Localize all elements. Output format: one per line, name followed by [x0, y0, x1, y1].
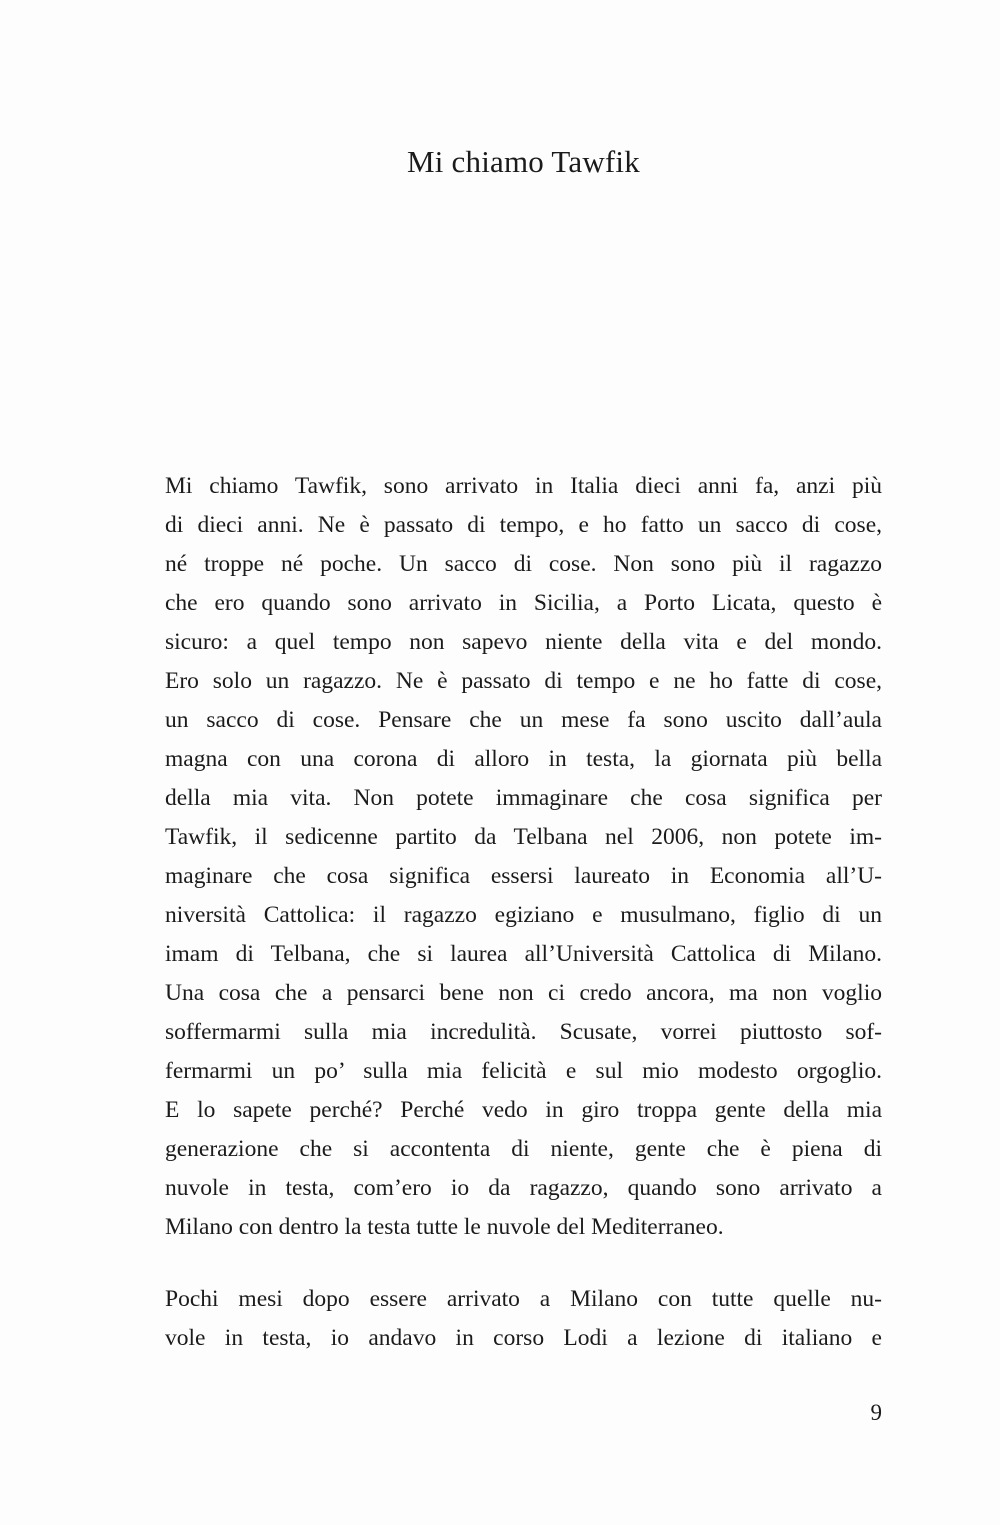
text-line: un sacco di cose. Pensare che un mese fa sono uscito dall’aula	[165, 707, 882, 733]
text-line: Milano con dentro la testa tutte le nuvole del Mediterraneo.	[165, 1214, 724, 1240]
paragraph	[165, 1280, 882, 1358]
text-line: Pochi mesi dopo essere arrivato a Milano con tutte quelle nu-	[165, 1286, 882, 1312]
text-line: magna con una corona di alloro in testa, la giornata più bella	[165, 746, 882, 772]
text-line: soffermarmi sulla mia incredulità. Scusate, vorrei piuttosto sof-	[165, 1019, 882, 1045]
text-line: E lo sapete perché? Perché vedo in giro troppa gente della mia	[165, 1097, 882, 1123]
text-line: di dieci anni. Ne è passato di tempo, e ho fatto un sacco di cose,	[165, 512, 882, 538]
text-line: della mia vita. Non potete immaginare che cosa significa per	[165, 785, 882, 811]
chapter-title: Mi chiamo Tawfik	[407, 144, 640, 179]
text-line: che ero quando sono arrivato in Sicilia, a Porto Licata, questo è	[165, 590, 882, 616]
text-line: generazione che si accontenta di niente, gente che è piena di	[165, 1136, 882, 1162]
text-line: Ero solo un ragazzo. Ne è passato di tempo e ne ho fatte di cose,	[165, 668, 882, 694]
text-line: niversità Cattolica: il ragazzo egiziano e musulmano, figlio di un	[165, 902, 882, 928]
text-line: Mi chiamo Tawfik, sono arrivato in Italia dieci anni fa, anzi più	[165, 473, 882, 499]
text-line: fermarmi un po’ sulla mia felicità e sul mio modesto orgoglio.	[165, 1058, 882, 1084]
text-line: Tawfik, il sedicenne partito da Telbana nel 2006, non potete im-	[165, 824, 882, 850]
body-text	[165, 467, 882, 1358]
text-line: né troppe né poche. Un sacco di cose. Non sono più il ragazzo	[165, 551, 882, 577]
text-line: nuvole in testa, com’ero io da ragazzo, quando sono arrivato a	[165, 1175, 882, 1201]
text-line: imam di Telbana, che si laurea all’Università Cattolica di Milano.	[165, 941, 882, 967]
text-line: sicuro: a quel tempo non sapevo niente della vita e del mondo.	[165, 629, 882, 655]
paragraph	[165, 467, 882, 1247]
text-line: Una cosa che a pensarci bene non ci credo ancora, ma non voglio	[165, 980, 882, 1006]
text-line: vole in testa, io andavo in corso Lodi a lezione di italiano e	[165, 1325, 882, 1351]
text-line: maginare che cosa significa essersi laureato in Economia all’U-	[165, 863, 882, 889]
page-number: 9	[870, 1400, 882, 1425]
